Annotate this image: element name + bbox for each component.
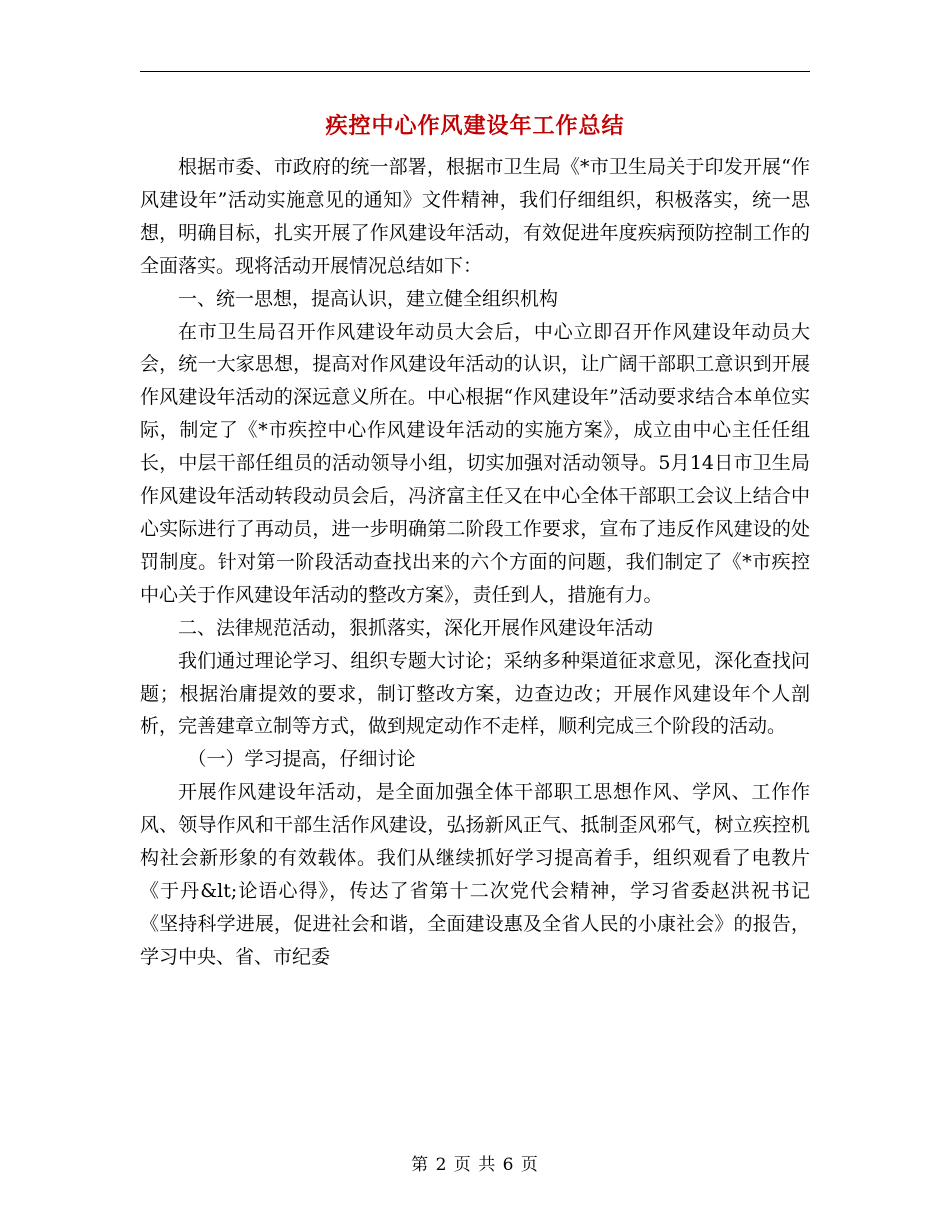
document-body [140, 151, 810, 974]
page-number: 第 2 页 共 6 页 [411, 1155, 539, 1175]
paragraph-intro: 根据市委、市政府的统一部署，根据市卫生局《*市卫生局关于印发开展“作风建设年”活动实施意见的通知》文件精神，我们仔细组织，积极落实，统一思想，明确目标，扎实开展了作风建设年活动，有效促进年度疾病预防控制工作的全面落实。现将活动开展情况总结如下： [140, 156, 810, 277]
section-heading-1: 一、统一思想，提高认识，建立健全组织机构 [178, 287, 559, 310]
section-heading-2: 二、法律规范活动，狠抓落实，深化开展作风建设年活动 [178, 616, 654, 639]
document-title: 疾控中心作风建设年工作总结 [325, 114, 625, 139]
header-rule [140, 71, 810, 72]
subsection-heading-1: （一）学习提高，仔细讨论 [187, 748, 416, 771]
paragraph-subsection-1: 开展作风建设年活动，是全面加强全体干部职工思想作风、学风、工作作风、领导作风和干部生活作风建设，弘扬新风正气、抵制歪风邪气，树立疾控机构社会新形象的有效载体。我们从继续抓好学习提高着手，组织观看了电教片《于丹&lt;论语心得》，传达了省第十二次党代会精神，学习省委赵洪祝书记《坚持科学进展，促进社会和谐，全面建设惠及全省人民的小康社会》的报告，学习中央、省、市纪委 [140, 781, 810, 968]
paragraph-section-2: 我们通过理论学习、组织专题大讨论；采纳多种渠道征求意见，深化查找问题；根据治庸提效的要求，制订整改方案，边查边改；开展作风建设年个人剖析，完善建章立制等方式，做到规定动作不走样，顺利完成三个阶段的活动。 [140, 649, 810, 738]
paragraph-section-1: 在市卫生局召开作风建设年动员大会后，中心立即召开作风建设年动员大会，统一大家思想，提高对作风建设年活动的认识，让广阔干部职工意识到开展作风建设年活动的深远意义所在。中心根据“作风建设年”活动要求结合本单位实际，制定了《*市疾控中心作风建设年活动的实施方案》，成立由中心主任任组长，中层干部任组员的活动领导小组，切实加强对活动领导。5月14日市卫生局作风建设年活动转段动员会后，冯济富主任又在中心全体干部职工会议上结合中心实际进行了再动员，进一步明确第二阶段工作要求，宣布了违反作风建设的处罚制度。针对第一阶段活动查找出来的六个方面的问题，我们制定了《*市疾控中心关于作风建设年活动的整改方案》，责任到人，措施有力。 [140, 320, 810, 606]
